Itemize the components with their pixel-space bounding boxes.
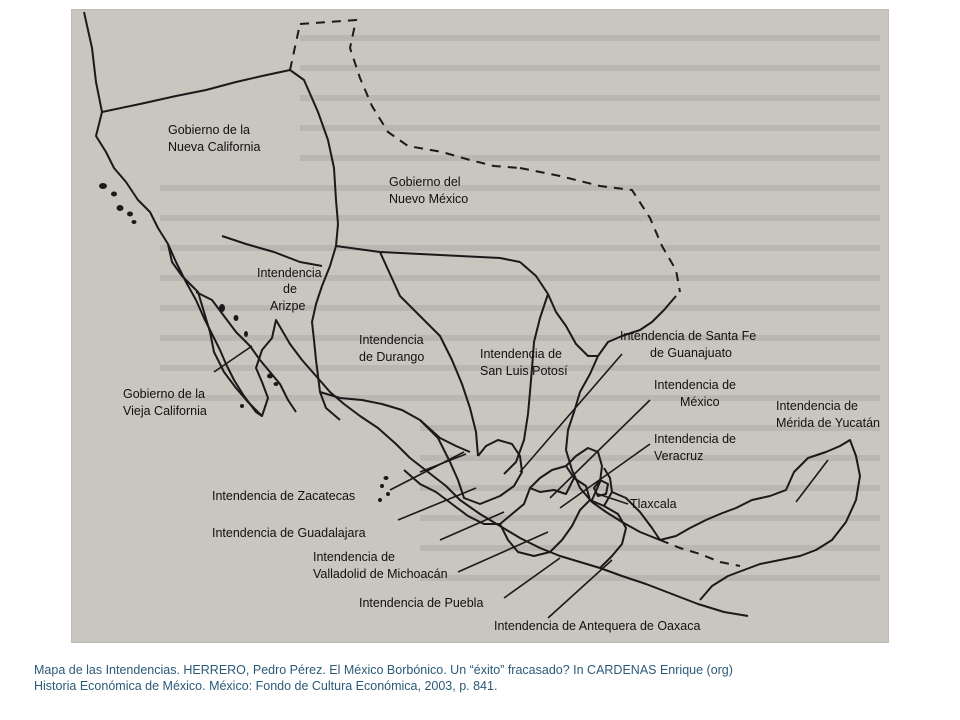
label-arizpe-2: de	[283, 282, 297, 296]
caption-line-2: Historia Económica de México. México: Fondo de Cultura Económica, 2003, p. 841.	[34, 679, 498, 693]
label-mexico-1: Intendencia de	[654, 378, 737, 392]
label-mexico-2: México	[680, 395, 720, 409]
label-arizpe-1: Intendencia	[257, 266, 322, 280]
border-valladolid	[500, 466, 590, 556]
map-labels	[123, 123, 880, 633]
label-guanajuato-2: de Guanajuato	[650, 346, 733, 360]
label-veracruz-2: Veracruz	[654, 449, 704, 463]
label-merida-1: Intendencia de	[776, 399, 859, 413]
label-nueva-california-2: Nueva California	[168, 140, 261, 154]
label-durango-1: Intendencia	[359, 333, 424, 347]
label-durango-2: de Durango	[359, 350, 425, 364]
label-slp-2: San Luis Potosí	[480, 364, 568, 378]
label-guanajuato-1: Intendencia de Santa Fe	[620, 329, 757, 343]
caption-line-1: Mapa de las Intendencias. HERRERO, Pedro Pérez. El México Borbónico. Un “éxito” fracasado? In CARDENAS Enrique (org)	[34, 663, 733, 677]
label-zacatecas: Intendencia de Zacatecas	[212, 489, 356, 503]
label-merida-2: Mérida de Yucatán	[776, 416, 881, 430]
map-drawing	[72, 10, 888, 642]
label-slp-1: Intendencia de	[480, 347, 563, 361]
label-nueva-california-1: Gobierno de la	[168, 123, 251, 137]
pacific-coastline	[84, 12, 748, 616]
label-nuevo-mexico-1: Gobierno del	[389, 175, 461, 189]
label-guadalajara: Intendencia de Guadalajara	[212, 526, 366, 540]
label-arizpe-3: Arizpe	[270, 299, 306, 313]
label-valladolid-1: Intendencia de	[313, 550, 396, 564]
label-veracruz-1: Intendencia de	[654, 432, 737, 446]
label-oaxaca: Intendencia de Antequera de Oaxaca	[494, 619, 701, 633]
figure-caption	[34, 662, 934, 694]
label-valladolid-2: Valladolid de Michoacán	[313, 567, 448, 581]
label-vieja-california-2: Vieja California	[123, 404, 207, 418]
islands	[99, 183, 390, 502]
label-nuevo-mexico-2: Nuevo México	[389, 192, 469, 206]
yucatan-border-dashed	[660, 540, 740, 566]
label-tlaxcala: Tlaxcala	[630, 497, 677, 511]
map-photo	[72, 10, 888, 642]
label-vieja-california-1: Gobierno de la	[123, 387, 206, 401]
northern-frontier-dashed	[290, 20, 520, 168]
label-puebla: Intendencia de Puebla	[359, 596, 484, 610]
